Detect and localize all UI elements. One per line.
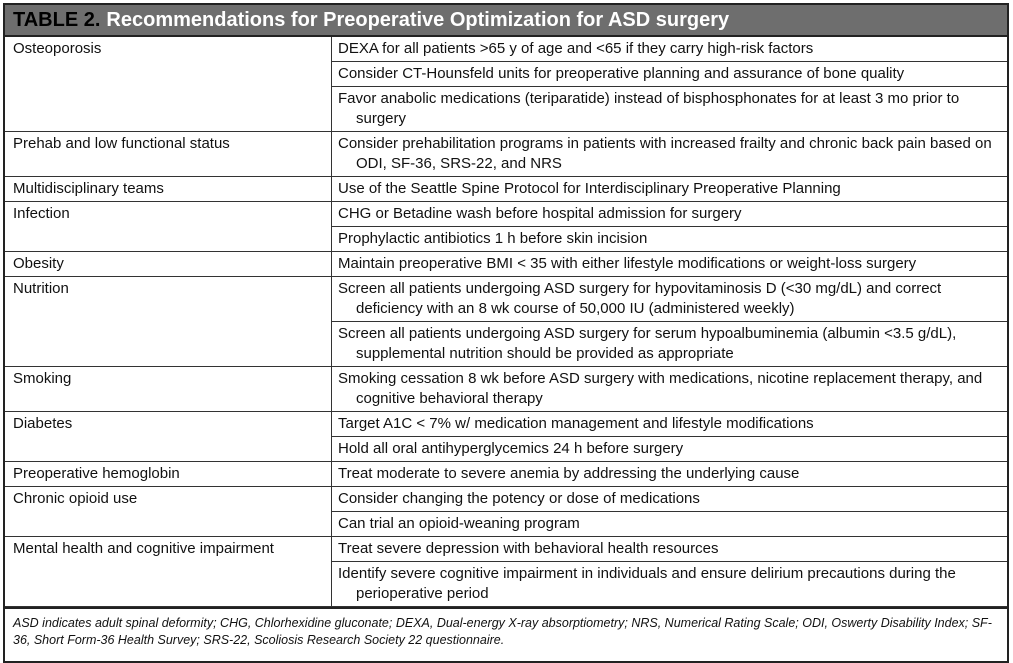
- table-row: [5, 537, 1007, 562]
- table-row: [5, 277, 1007, 322]
- table-row: [5, 487, 1007, 512]
- table-row: [5, 202, 1007, 227]
- recommendation-cell: Hold all oral antihyperglycemics 24 h before surgery: [332, 437, 1008, 462]
- recommendation-cell: Treat severe depression with behavioral health resources: [332, 537, 1008, 562]
- table-footnote: ASD indicates adult spinal deformity; CHG, Chlorhexidine gluconate; DEXA, Dual-energy X-ray absorptiometry; NRS, Numerical Rating Scale; ODI, Oswerty Disability Index; SF-36, Short Form-36 Health Survey; SRS-22, Scoliosis Research Society 22 questionnaire.: [5, 607, 1007, 661]
- table-title: [5, 5, 1007, 37]
- recommendations-table: [5, 37, 1007, 607]
- table-row: [5, 367, 1007, 412]
- table-container: [3, 3, 1009, 663]
- recommendation-cell: Consider CT-Hounsfeld units for preoperative planning and assurance of bone quality: [332, 62, 1008, 87]
- table-row: [5, 252, 1007, 277]
- category-cell: Diabetes: [5, 412, 332, 462]
- recommendation-cell: Target A1C < 7% w/ medication management and lifestyle modifications: [332, 412, 1008, 437]
- recommendation-cell: Consider prehabilitation programs in patients with increased frailty and chronic back pain based on ODI, SF-36, SRS-22, and NRS: [332, 132, 1008, 177]
- table-row: [5, 462, 1007, 487]
- recommendation-cell: Smoking cessation 8 wk before ASD surgery with medications, nicotine replacement therapy, and cognitive behavioral therapy: [332, 367, 1008, 412]
- recommendation-cell: Prophylactic antibiotics 1 h before skin incision: [332, 227, 1008, 252]
- recommendation-cell: Screen all patients undergoing ASD surgery for hypovitaminosis D (<30 mg/dL) and correct deficiency with an 8 wk course of 50,000 IU (administered weekly): [332, 277, 1008, 322]
- table-title-text: Recommendations for Preoperative Optimization for ASD surgery: [106, 9, 730, 31]
- category-cell: Prehab and low functional status: [5, 132, 332, 177]
- category-cell: Infection: [5, 202, 332, 252]
- table-row: [5, 37, 1007, 62]
- category-cell: Osteoporosis: [5, 37, 332, 132]
- recommendation-cell: Favor anabolic medications (teriparatide) instead of bisphosphonates for at least 3 mo prior to surgery: [332, 87, 1008, 132]
- table-row: [5, 177, 1007, 202]
- recommendation-cell: Use of the Seattle Spine Protocol for Interdisciplinary Preoperative Planning: [332, 177, 1008, 202]
- recommendation-cell: Screen all patients undergoing ASD surgery for serum hypoalbuminemia (albumin <3.5 g/dL), supplemental nutrition should be provided as appropriate: [332, 322, 1008, 367]
- recommendation-cell: Maintain preoperative BMI < 35 with either lifestyle modifications or weight-loss surgery: [332, 252, 1008, 277]
- recommendation-cell: CHG or Betadine wash before hospital admission for surgery: [332, 202, 1008, 227]
- category-cell: Preoperative hemoglobin: [5, 462, 332, 487]
- category-cell: Chronic opioid use: [5, 487, 332, 537]
- recommendation-cell: DEXA for all patients >65 y of age and <65 if they carry high-risk factors: [332, 37, 1008, 62]
- recommendation-cell: Identify severe cognitive impairment in individuals and ensure delirium precautions during the perioperative period: [332, 562, 1008, 607]
- category-cell: Multidisciplinary teams: [5, 177, 332, 202]
- table-label: TABLE 2.: [13, 9, 101, 31]
- table-row: [5, 412, 1007, 437]
- category-cell: Mental health and cognitive impairment: [5, 537, 332, 607]
- recommendation-cell: Can trial an opioid-weaning program: [332, 512, 1008, 537]
- category-cell: Smoking: [5, 367, 332, 412]
- category-cell: Nutrition: [5, 277, 332, 367]
- table-row: [5, 132, 1007, 177]
- recommendation-cell: Treat moderate to severe anemia by addressing the underlying cause: [332, 462, 1008, 487]
- category-cell: Obesity: [5, 252, 332, 277]
- recommendation-cell: Consider changing the potency or dose of medications: [332, 487, 1008, 512]
